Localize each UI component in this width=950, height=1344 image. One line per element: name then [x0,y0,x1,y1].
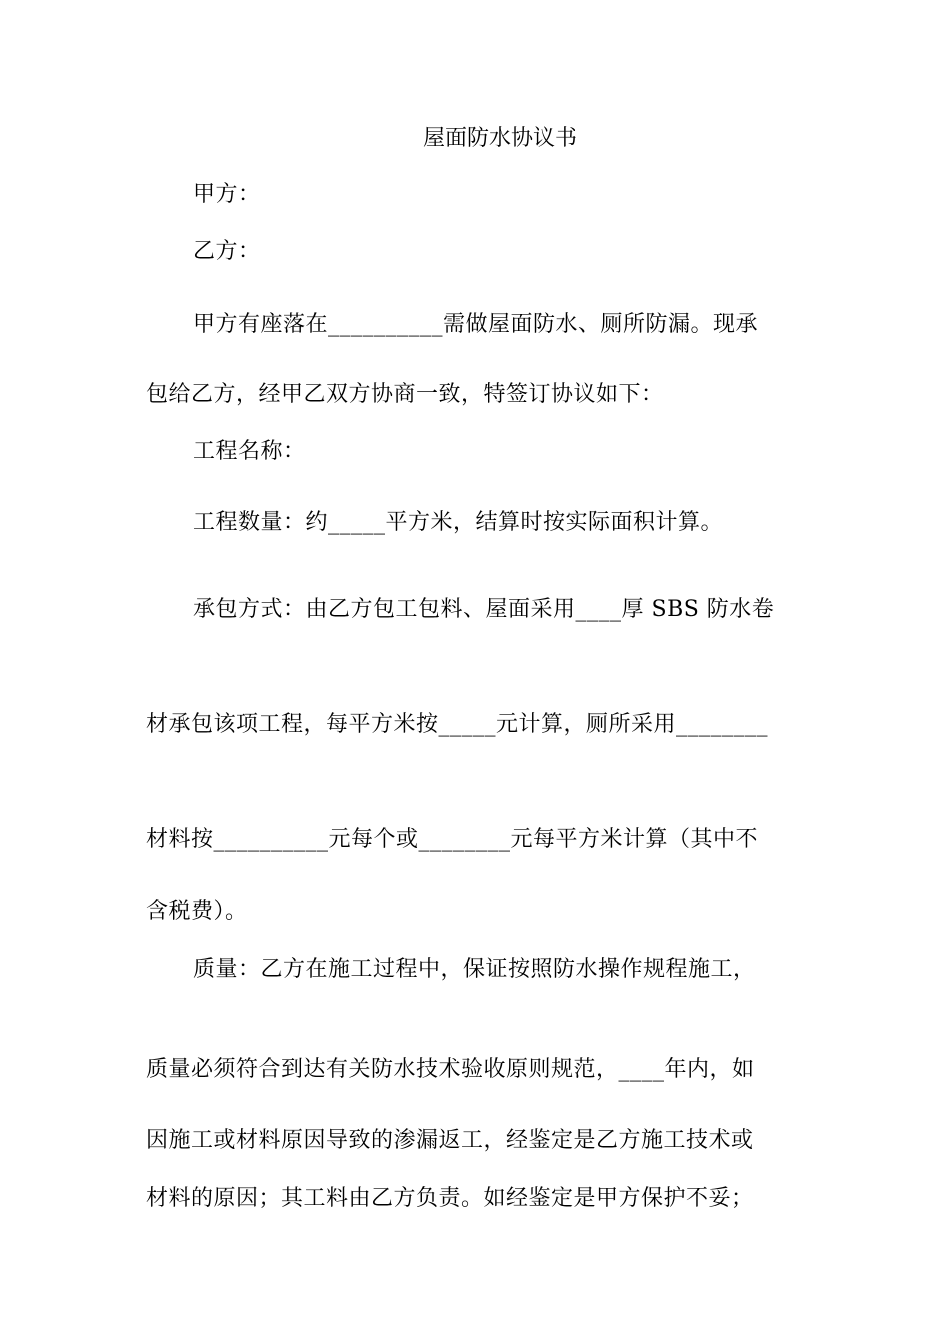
paragraph-line: 甲方有座落在__________需做屋面防水、厕所防漏。现承 [193,312,759,337]
paragraph-line: 材承包该项工程，每平方米按_____元计算，厕所采用________ [146,712,769,737]
paragraph-line: 因施工或材料原因导致的渗漏返工，经鉴定是乙方施工技术或 [146,1128,754,1153]
paragraph-line: 材料的原因；其工料由乙方负责。如经鉴定是甲方保护不妥； [146,1186,754,1211]
quality-line: 质量：乙方在施工过程中，保证按照防水操作规程施工， [193,957,756,982]
paragraph-line: 包给乙方，经甲乙双方协商一致，特签订协议如下： [146,382,664,407]
paragraph-line: 质量必须符合到达有关防水技术验收原则规范，____年内，如 [146,1057,755,1082]
project-quantity-line: 工程数量：约_____平方米，结算时按实际面积计算。 [193,510,724,535]
document-title: 屋面防水协议书 [422,126,577,151]
paragraph-line: 含税费）。 [146,899,248,924]
party-b-line: 乙方： [193,239,261,264]
paragraph-line: 材料按__________元每个或________元每平方米计算（其中不 [146,827,759,852]
party-a-line: 甲方： [193,182,261,207]
project-name-line: 工程名称： [193,439,306,464]
contract-method-line: 承包方式：由乙方包工包料、屋面采用____厚 SBS 防水卷 [193,597,775,622]
